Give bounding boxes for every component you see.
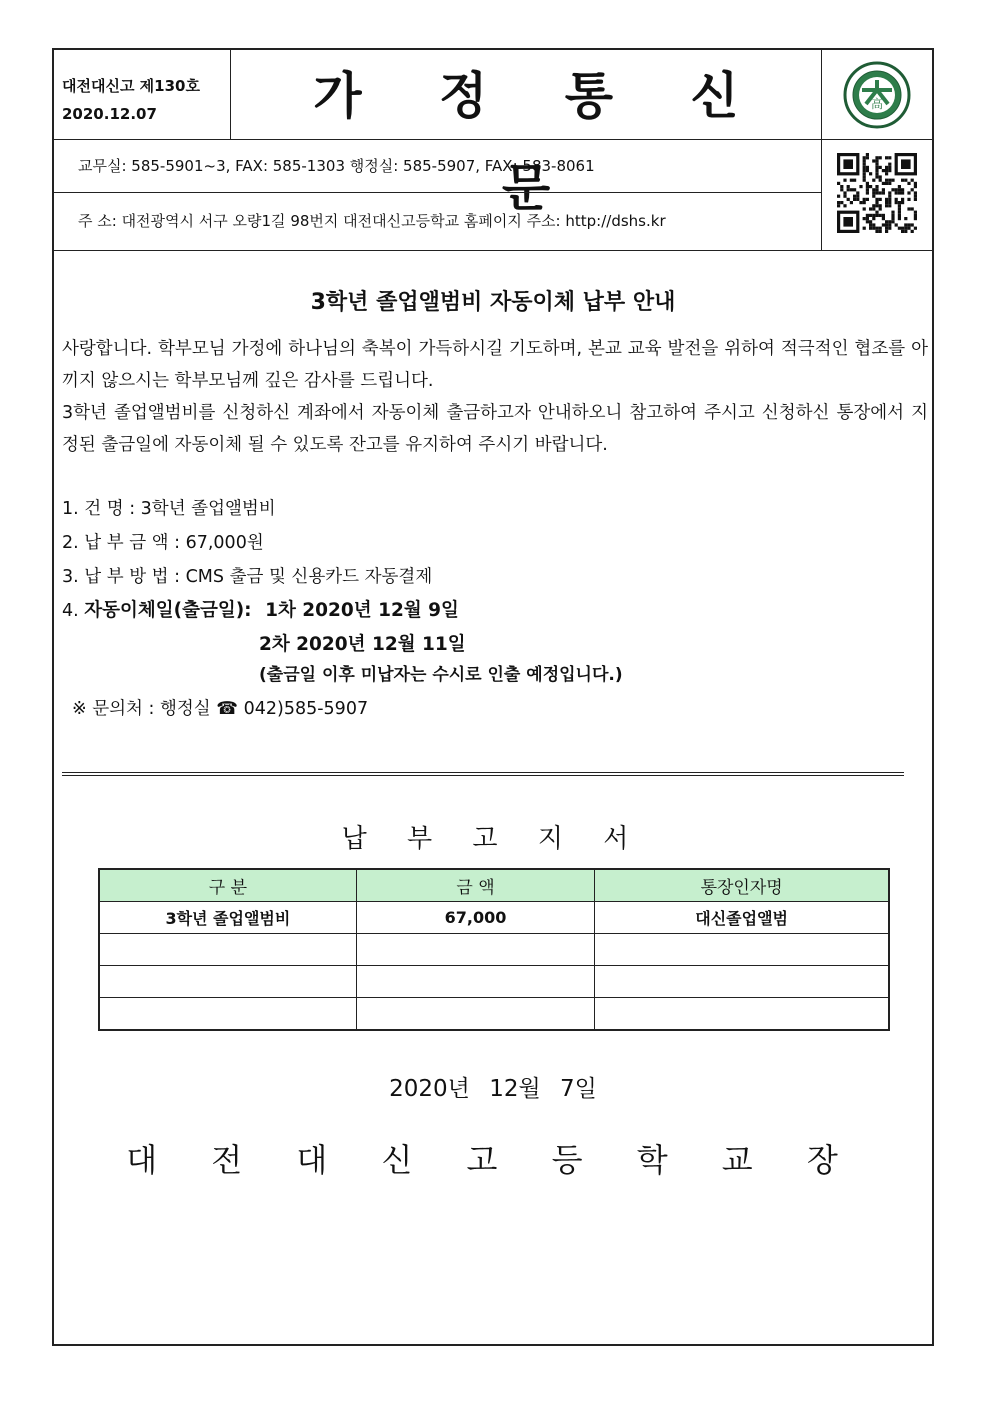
issue-number: 대전대신고 제130호 <box>62 77 200 95</box>
school-logo <box>821 50 932 140</box>
transfer-date-2: 2차 2020년 12월 11일 <box>259 634 466 655</box>
bill-table <box>98 868 890 1031</box>
bill-cell <box>99 934 356 966</box>
inquiry-line: ※ 문의처 : 행정실 ☎ 042)585-5907 <box>72 699 369 719</box>
section-divider <box>62 772 904 776</box>
table-row <box>99 902 889 934</box>
bill-cell <box>595 998 889 1031</box>
header-divider <box>54 250 932 251</box>
bill-header-amount: 금 액 <box>356 869 594 902</box>
item-name: 1. 건 명 : 3학년 졸업앨범비 <box>62 499 276 519</box>
address-line: 주 소: 대전광역시 서구 오량1길 98번지 대전대신고등학교 홈페이지 주소: http://dshs.kr <box>78 212 666 230</box>
bill-header-account-name: 통장인자명 <box>595 869 889 902</box>
qr-code <box>821 140 932 250</box>
notice-paragraph-2: 3학년 졸업앨범비를 신청하신 계좌에서 자동이체 출금하고자 안내하오니 참고하여 주시고 신청하신 통장에서 지정된 출금일에 자동이체 될 수 있도록 잔고를 유지하여 주시기 바랍니다. <box>62 403 928 455</box>
newsletter-title: 가 정 통 신 문 <box>231 50 821 140</box>
issue-date: 2020.12.07 <box>62 105 157 123</box>
bill-cell <box>356 966 594 998</box>
principal-signature: 대 전 대 신 고 등 학 교 장 <box>126 1141 860 1179</box>
contact-line: 교무실: 585-5901~3, FAX: 585-1303 행정실: 585-5907, FAX: 583-8061 <box>54 140 821 193</box>
bill-cell: 3학년 졸업앨범비 <box>99 902 356 934</box>
bill-title: 납 부 고 지 서 <box>341 824 645 854</box>
item4-number: 4. <box>62 601 85 621</box>
item-transfer-note <box>62 662 623 692</box>
bill-cell: 67,000 <box>356 902 594 934</box>
bill-cell <box>595 966 889 998</box>
notice-items <box>62 492 623 726</box>
table-row <box>99 934 889 966</box>
notice-title: 3학년 졸업앨범비 자동이체 납부 안내 <box>310 290 676 315</box>
bill-cell <box>356 934 594 966</box>
table-row <box>99 966 889 998</box>
bill-header-row <box>99 869 889 902</box>
bill-cell <box>99 998 356 1031</box>
issue-date-footer: 2020년 12월 7일 <box>389 1076 597 1102</box>
bill-cell <box>99 966 356 998</box>
item-method: 3. 납 부 방 법 : CMS 출금 및 신용카드 자동결제 <box>62 567 433 587</box>
logo-text: 高 <box>870 97 884 111</box>
school-emblem-icon <box>822 50 932 140</box>
transfer-date-1: 1차 2020년 12월 9일 <box>265 600 459 621</box>
item-amount: 2. 납 부 금 액 : 67,000원 <box>62 533 264 553</box>
qr-code-icon <box>822 140 932 250</box>
table-row <box>99 998 889 1031</box>
issue-info <box>54 50 231 140</box>
notice-paragraph-1: 사랑합니다. 학부모님 가정에 하나님의 축복이 가득하시길 기도하며, 본교 교육 발전을 위하여 적극적인 협조를 아끼지 않으시는 학부모님께 깊은 감사를 드립니다. <box>62 339 928 391</box>
item4-label: 자동이체일(출금일): <box>84 600 252 621</box>
bill-cell <box>356 998 594 1031</box>
bill-header-category: 구 분 <box>99 869 356 902</box>
bill-cell <box>595 934 889 966</box>
newsletter-frame <box>52 48 934 1346</box>
item-transfer-date <box>62 594 623 628</box>
transfer-note: (출금일 이후 미납자는 수시로 인출 예정입니다.) <box>259 665 623 685</box>
item-transfer-date-2 <box>62 628 623 662</box>
header <box>54 50 932 250</box>
bill-cell: 대신졸업앨범 <box>595 902 889 934</box>
